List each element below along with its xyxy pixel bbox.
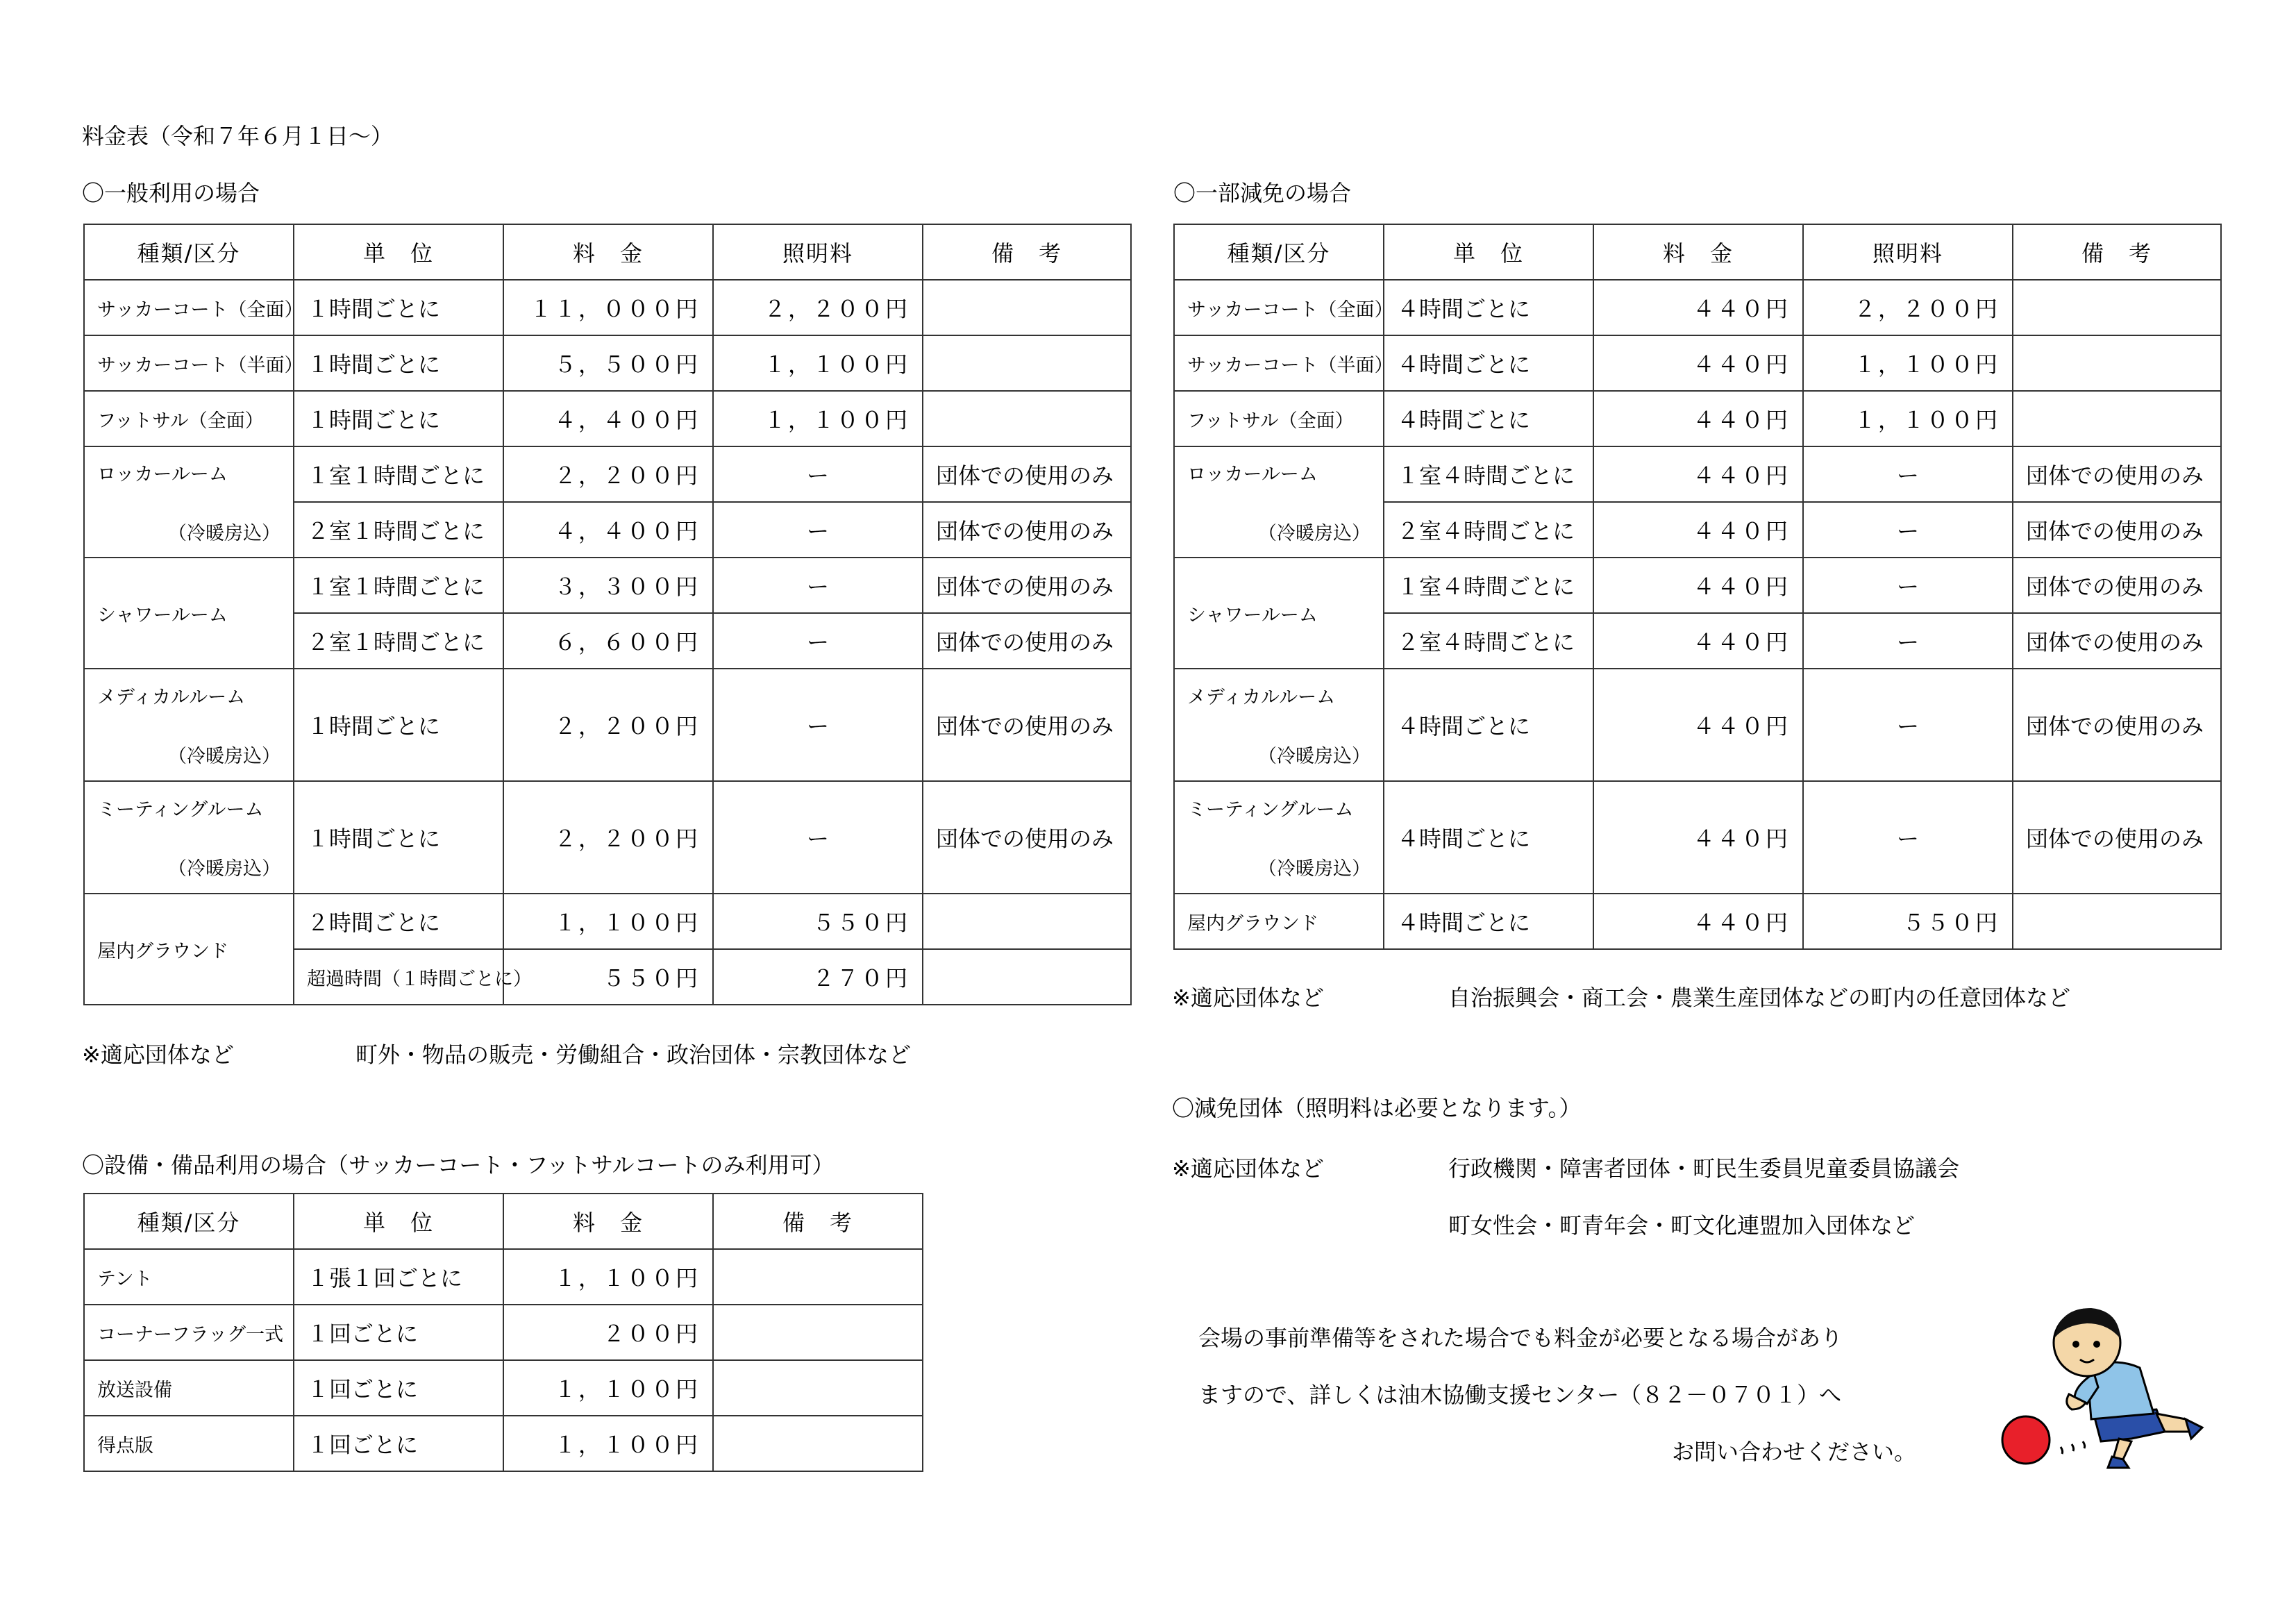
row-light: ー (713, 446, 923, 502)
partial-applicable-label: ※適応団体など (1172, 985, 1324, 1011)
row-fee: ４４０円 (1593, 391, 1803, 446)
row-light: １，１００円 (1803, 391, 2013, 446)
row-light: ２７０円 (713, 949, 923, 1005)
table-row (1174, 558, 2221, 613)
row-unit: １回ごとに (294, 1305, 503, 1360)
exempt-applicable-label: ※適応団体など (1172, 1155, 1324, 1182)
row-type: テント (84, 1249, 294, 1305)
row-note (923, 949, 1131, 1005)
row-light: ー (713, 613, 923, 669)
header-unit: 単 位 (1384, 224, 1593, 280)
table-header-row (84, 224, 1131, 280)
row-unit: １時間ごとに (294, 280, 503, 335)
row-unit: ２室１時間ごとに (294, 502, 503, 558)
row-unit: １室４時間ごとに (1384, 446, 1593, 502)
row-note (2013, 894, 2221, 949)
row-note: 団体での使用のみ (923, 558, 1131, 613)
partial-applicable-text: 自治振興会・商工会・農業生産団体などの町内の任意団体など (1448, 985, 2071, 1011)
row-note (923, 894, 1131, 949)
row-light: ー (713, 502, 923, 558)
row-type-sub: （冷暖房込） (1258, 746, 1371, 767)
row-light: １，１００円 (1803, 335, 2013, 391)
row-type-label: ロッカールーム (97, 464, 228, 485)
table-row (84, 894, 1131, 949)
table-header-row (1174, 224, 2221, 280)
partial-heading: 〇一部減免の場合 (1173, 180, 1352, 206)
row-type-label: メディカルルーム (1187, 687, 1336, 708)
row-unit: １時間ごとに (294, 669, 503, 781)
header-type: 種類/区分 (84, 224, 294, 280)
row-light: ５５０円 (713, 894, 923, 949)
row-type: フットサル（全面） (1174, 391, 1384, 446)
table-row (1174, 894, 2221, 949)
row-fee: ２００円 (503, 1305, 713, 1360)
row-unit: １回ごとに (294, 1416, 503, 1471)
row-unit: 超過時間（１時間ごとに） (294, 949, 503, 1005)
row-fee: ４４０円 (1593, 669, 1803, 781)
row-note: 団体での使用のみ (923, 613, 1131, 669)
row-note: 団体での使用のみ (2013, 558, 2221, 613)
row-light: １，１００円 (713, 335, 923, 391)
row-unit: ４時間ごとに (1384, 391, 1593, 446)
row-unit: １回ごとに (294, 1360, 503, 1416)
row-type: サッカーコート（半面） (84, 335, 294, 391)
row-note: 団体での使用のみ (2013, 446, 2221, 502)
row-fee: ４，４００円 (503, 502, 713, 558)
row-type: サッカーコート（全面） (1174, 280, 1384, 335)
row-light: ー (1803, 558, 2013, 613)
general-fee-table (83, 224, 1132, 1005)
header-light: 照明料 (713, 224, 923, 280)
row-note (923, 335, 1131, 391)
row-note (713, 1249, 923, 1305)
row-light: ー (1803, 669, 2013, 781)
row-light: ２，２００円 (1803, 280, 2013, 335)
row-note (713, 1305, 923, 1360)
row-light: ー (713, 558, 923, 613)
table-row (84, 446, 1131, 502)
row-note: 団体での使用のみ (2013, 781, 2221, 894)
table-row (1174, 335, 2221, 391)
row-fee: ４４０円 (1593, 502, 1803, 558)
row-fee: １，１００円 (503, 1249, 713, 1305)
table-header-row (84, 1194, 923, 1249)
row-type-sub: （冷暖房込） (168, 858, 280, 880)
row-fee: ４４０円 (1593, 558, 1803, 613)
row-unit: １室４時間ごとに (1384, 558, 1593, 613)
row-note (713, 1416, 923, 1471)
row-note: 団体での使用のみ (2013, 613, 2221, 669)
row-unit: ４時間ごとに (1384, 669, 1593, 781)
row-fee: ４４０円 (1593, 280, 1803, 335)
header-fee: 料 金 (1593, 224, 1803, 280)
row-unit: ２室４時間ごとに (1384, 502, 1593, 558)
row-fee: ５５０円 (503, 949, 713, 1005)
exempt-heading: 〇減免団体（照明料は必要となります。） (1172, 1095, 1582, 1121)
header-light: 照明料 (1803, 224, 2013, 280)
row-unit: ２室１時間ごとに (294, 613, 503, 669)
row-type: サッカーコート（全面） (84, 280, 294, 335)
row-type: 屋内グラウンド (84, 894, 294, 1005)
row-fee: ４４０円 (1593, 894, 1803, 949)
row-type-sub: （冷暖房込） (1258, 523, 1371, 544)
row-fee: １１，０００円 (503, 280, 713, 335)
page-title: 料金表（令和７年６月１日～） (82, 123, 394, 149)
row-note: 団体での使用のみ (923, 669, 1131, 781)
table-row (84, 669, 1131, 781)
row-note: 団体での使用のみ (923, 446, 1131, 502)
exempt-line1: 行政機関・障害者団体・町民生委員児童委員協議会 (1448, 1155, 1960, 1182)
row-fee: １，１００円 (503, 1416, 713, 1471)
row-unit: １時間ごとに (294, 391, 503, 446)
row-type-sub: （冷暖房込） (1258, 858, 1371, 880)
row-unit: １時間ごとに (294, 781, 503, 894)
row-light: １，１００円 (713, 391, 923, 446)
row-note (713, 1360, 923, 1416)
header-note: 備 考 (713, 1194, 923, 1249)
row-type-label: ミーティングルーム (1187, 799, 1354, 821)
row-light: ー (1803, 502, 2013, 558)
table-row (1174, 280, 2221, 335)
header-unit: 単 位 (294, 224, 503, 280)
equipment-heading: 〇設備・備品利用の場合（サッカーコート・フットサルコートのみ利用可） (82, 1152, 835, 1178)
row-type: 得点版 (84, 1416, 294, 1471)
row-type: 放送設備 (84, 1360, 294, 1416)
row-unit: ４時間ごとに (1384, 335, 1593, 391)
row-type (1174, 669, 1384, 781)
row-unit: ４時間ごとに (1384, 280, 1593, 335)
row-fee: ４，４００円 (503, 391, 713, 446)
row-unit: ４時間ごとに (1384, 781, 1593, 894)
notice-line2: ますので、詳しくは油木協働支援センター（８２－０７０１）へ (1198, 1382, 1842, 1408)
row-type: サッカーコート（半面） (1174, 335, 1384, 391)
row-note: 団体での使用のみ (923, 781, 1131, 894)
row-fee: ２，２００円 (503, 446, 713, 502)
header-fee: 料 金 (503, 224, 713, 280)
notice-line3: お問い合わせください。 (1672, 1439, 1917, 1465)
header-fee: 料 金 (503, 1194, 713, 1249)
table-row (84, 335, 1131, 391)
row-note: 団体での使用のみ (923, 502, 1131, 558)
general-applicable-label: ※適応団体など (82, 1041, 234, 1068)
table-row (84, 558, 1131, 613)
row-type (1174, 781, 1384, 894)
table-row (84, 1416, 923, 1471)
equipment-fee-table (83, 1193, 923, 1472)
row-type-sub: （冷暖房込） (168, 523, 280, 544)
row-fee: ３，３００円 (503, 558, 713, 613)
table-row (84, 391, 1131, 446)
row-unit: １室１時間ごとに (294, 446, 503, 502)
row-fee: ２，２００円 (503, 781, 713, 894)
row-fee: ２，２００円 (503, 669, 713, 781)
row-fee: ５，５００円 (503, 335, 713, 391)
row-type (1174, 446, 1384, 558)
row-type: 屋内グラウンド (1174, 894, 1384, 949)
row-fee: ４４０円 (1593, 613, 1803, 669)
row-fee: １，１００円 (503, 894, 713, 949)
row-note: 団体での使用のみ (2013, 669, 2221, 781)
row-light: ー (713, 781, 923, 894)
row-light: ー (1803, 613, 2013, 669)
row-unit: ２室４時間ごとに (1384, 613, 1593, 669)
table-row (84, 280, 1131, 335)
row-type-label: ミーティングルーム (97, 799, 264, 821)
header-type: 種類/区分 (1174, 224, 1384, 280)
table-row (84, 1249, 923, 1305)
row-unit: ４時間ごとに (1384, 894, 1593, 949)
row-note (923, 280, 1131, 335)
row-fee: １，１００円 (503, 1360, 713, 1416)
row-type-label: メディカルルーム (97, 687, 246, 708)
row-note (2013, 391, 2221, 446)
row-fee: ６，６００円 (503, 613, 713, 669)
row-note (2013, 335, 2221, 391)
row-type-label: ロッカールーム (1187, 464, 1318, 485)
header-unit: 単 位 (294, 1194, 503, 1249)
row-type (84, 669, 294, 781)
notice-line1: 会場の事前準備等をされた場合でも料金が必要となる場合があり (1198, 1325, 1843, 1351)
row-fee: ４４０円 (1593, 781, 1803, 894)
table-row (84, 1360, 923, 1416)
row-light: ー (713, 669, 923, 781)
header-note: 備 考 (2013, 224, 2221, 280)
row-type-sub: （冷暖房込） (168, 746, 280, 767)
row-type: シャワールーム (1174, 558, 1384, 669)
row-light: ２，２００円 (713, 280, 923, 335)
table-row (84, 781, 1131, 894)
row-type (84, 446, 294, 558)
row-unit: １時間ごとに (294, 335, 503, 391)
header-note: 備 考 (923, 224, 1131, 280)
partial-fee-table (1173, 224, 2222, 950)
row-type: コーナーフラッグ一式 (84, 1305, 294, 1360)
row-type: シャワールーム (84, 558, 294, 669)
row-fee: ４４０円 (1593, 446, 1803, 502)
boy-rolling-ball-icon (1983, 1296, 2212, 1483)
row-note: 団体での使用のみ (2013, 502, 2221, 558)
row-unit: １張１回ごとに (294, 1249, 503, 1305)
table-row (1174, 781, 2221, 894)
table-row (1174, 391, 2221, 446)
table-row (1174, 669, 2221, 781)
row-note (923, 391, 1131, 446)
general-applicable-text: 町外・物品の販売・労働組合・政治団体・宗教団体など (355, 1041, 912, 1068)
header-type: 種類/区分 (84, 1194, 294, 1249)
row-unit: ２時間ごとに (294, 894, 503, 949)
table-row (1174, 446, 2221, 502)
row-light: ー (1803, 781, 2013, 894)
row-note (2013, 280, 2221, 335)
row-fee: ４４０円 (1593, 335, 1803, 391)
row-light: ５５０円 (1803, 894, 2013, 949)
exempt-line2: 町女性会・町青年会・町文化連盟加入団体など (1448, 1212, 1916, 1239)
row-light: ー (1803, 446, 2013, 502)
general-heading: 〇一般利用の場合 (82, 180, 260, 206)
row-type: フットサル（全面） (84, 391, 294, 446)
table-row (84, 1305, 923, 1360)
row-type (84, 781, 294, 894)
row-unit: １室１時間ごとに (294, 558, 503, 613)
